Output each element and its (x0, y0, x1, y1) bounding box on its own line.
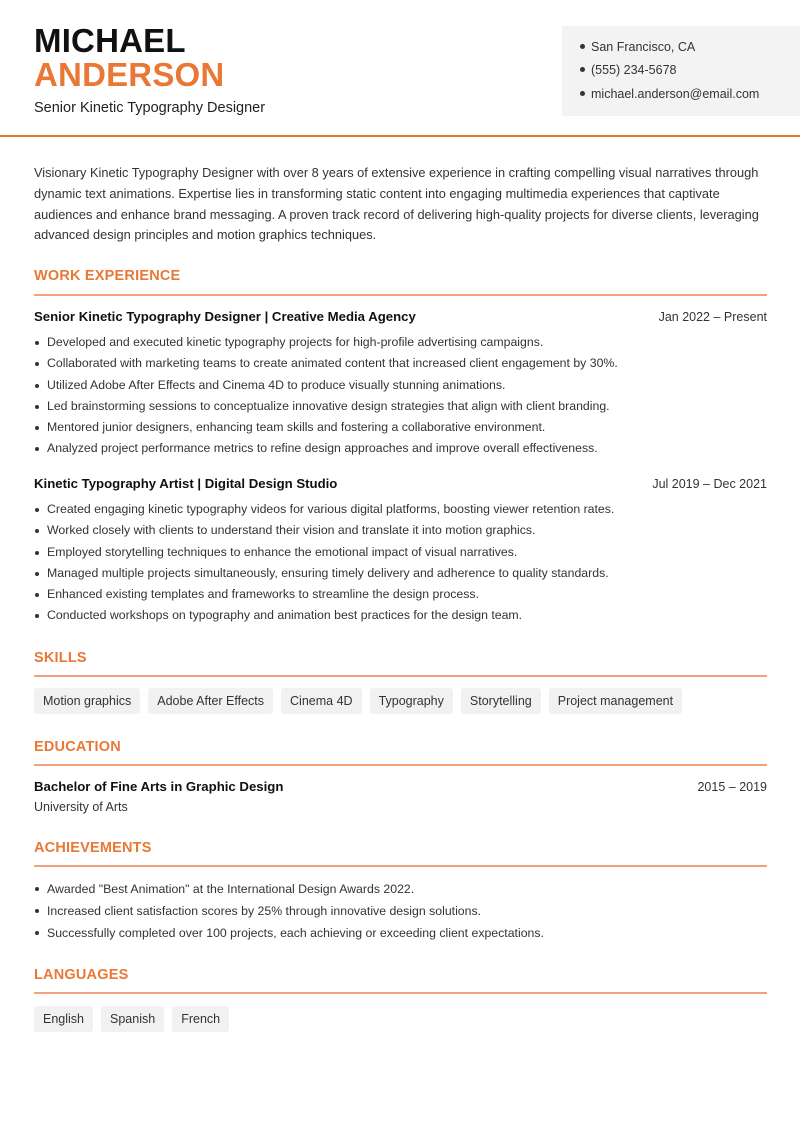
bullet-dot-icon (580, 67, 585, 72)
professional-summary: Visionary Kinetic Typography Designer with over 8 years of extensive experience in crafting compelling visual narratives through dynamic text animations. Expertise lies in transforming static content into engaging multimedia experiences that captivate audiences and enhance brand messaging. A proven track record of delivering high-quality projects for diverse clients, leveraging advanced design principles and motion graphics techniques. (34, 165, 759, 243)
skill-chip: Storytelling (461, 688, 541, 714)
list-item: Conducted workshops on typography and animation best practices for the design team. (34, 605, 767, 626)
achievements-list (34, 878, 767, 944)
education-degree: Bachelor of Fine Arts in Graphic Design (34, 779, 284, 794)
education-dates: 2015 – 2019 (697, 780, 767, 794)
job-bullets (34, 332, 767, 460)
list-item: Enhanced existing templates and frameworks to streamline the design process. (34, 584, 767, 605)
list-item: Collaborated with marketing teams to create animated content that increased client engagement by 30%. (34, 353, 767, 374)
email-link[interactable]: michael.anderson@email.com (591, 87, 760, 101)
job-title: Senior Kinetic Typography Designer (34, 100, 266, 116)
section-divider (34, 992, 767, 994)
skill-chip: Project management (549, 688, 682, 714)
list-item: Led brainstorming sessions to conceptualize innovative design strategies that align with client branding. (34, 396, 767, 417)
list-item: Mentored junior designers, enhancing team skills and fostering a collaborative environment. (34, 417, 767, 438)
language-chip: French (172, 1006, 229, 1032)
job-dates: Jul 2019 – Dec 2021 (652, 477, 767, 491)
resume-header (0, 0, 800, 137)
list-item: Utilized Adobe After Effects and Cinema 4D to produce visually stunning animations. (34, 375, 767, 396)
last-name: ANDERSON (34, 56, 225, 93)
education-school: University of Arts (34, 800, 128, 814)
section-divider (34, 764, 767, 766)
section-divider (34, 294, 767, 296)
first-name: MICHAEL (34, 22, 186, 59)
job-bullets (34, 499, 767, 627)
bullet-dot-icon (580, 44, 585, 49)
section-divider (34, 675, 767, 677)
list-item: Successfully completed over 100 projects, each achieving or exceeding client expectations. (34, 922, 767, 944)
job-role: Senior Kinetic Typography Designer | Creative Media Agency (34, 309, 416, 324)
list-item: Awarded "Best Animation" at the International Design Awards 2022. (34, 878, 767, 900)
skill-chip: Motion graphics (34, 688, 140, 714)
section-title-achievements: ACHIEVEMENTS (34, 840, 152, 856)
job-heading (34, 308, 767, 326)
section-title-languages: LANGUAGES (34, 967, 129, 983)
list-item: Created engaging kinetic typography videos for various digital platforms, boosting viewer retention rates. (34, 499, 767, 520)
section-title-work: WORK EXPERIENCE (34, 268, 181, 284)
job-heading (34, 475, 767, 493)
section-title-skills: SKILLS (34, 650, 87, 666)
contact-phone (580, 62, 676, 78)
section-title-education: EDUCATION (34, 739, 121, 755)
skill-chip: Cinema 4D (281, 688, 362, 714)
list-item: Developed and executed kinetic typography projects for high-profile advertising campaigns. (34, 332, 767, 353)
bullet-dot-icon (580, 91, 585, 96)
languages-list (34, 1006, 229, 1032)
skills-list (34, 688, 682, 714)
list-item: Worked closely with clients to understand their vision and translate it into motion graphics. (34, 520, 767, 541)
job-dates: Jan 2022 – Present (658, 310, 767, 324)
list-item: Analyzed project performance metrics to refine design approaches and improve overall effectiveness. (34, 438, 767, 459)
language-chip: Spanish (101, 1006, 164, 1032)
skill-chip: Typography (370, 688, 453, 714)
phone-text[interactable]: (555) 234-5678 (591, 63, 677, 77)
list-item: Increased client satisfaction scores by 25% through innovative design solutions. (34, 900, 767, 922)
list-item: Managed multiple projects simultaneously, ensuring timely delivery and adherence to quality standards. (34, 563, 767, 584)
language-chip: English (34, 1006, 93, 1032)
contact-location (580, 39, 695, 55)
section-divider (34, 865, 767, 867)
job-role: Kinetic Typography Artist | Digital Design Studio (34, 476, 338, 491)
contact-box (562, 26, 800, 116)
list-item: Employed storytelling techniques to enhance the emotional impact of visual narratives. (34, 542, 767, 563)
location-text: San Francisco, CA (591, 40, 696, 54)
contact-email (580, 86, 759, 102)
skill-chip: Adobe After Effects (148, 688, 273, 714)
